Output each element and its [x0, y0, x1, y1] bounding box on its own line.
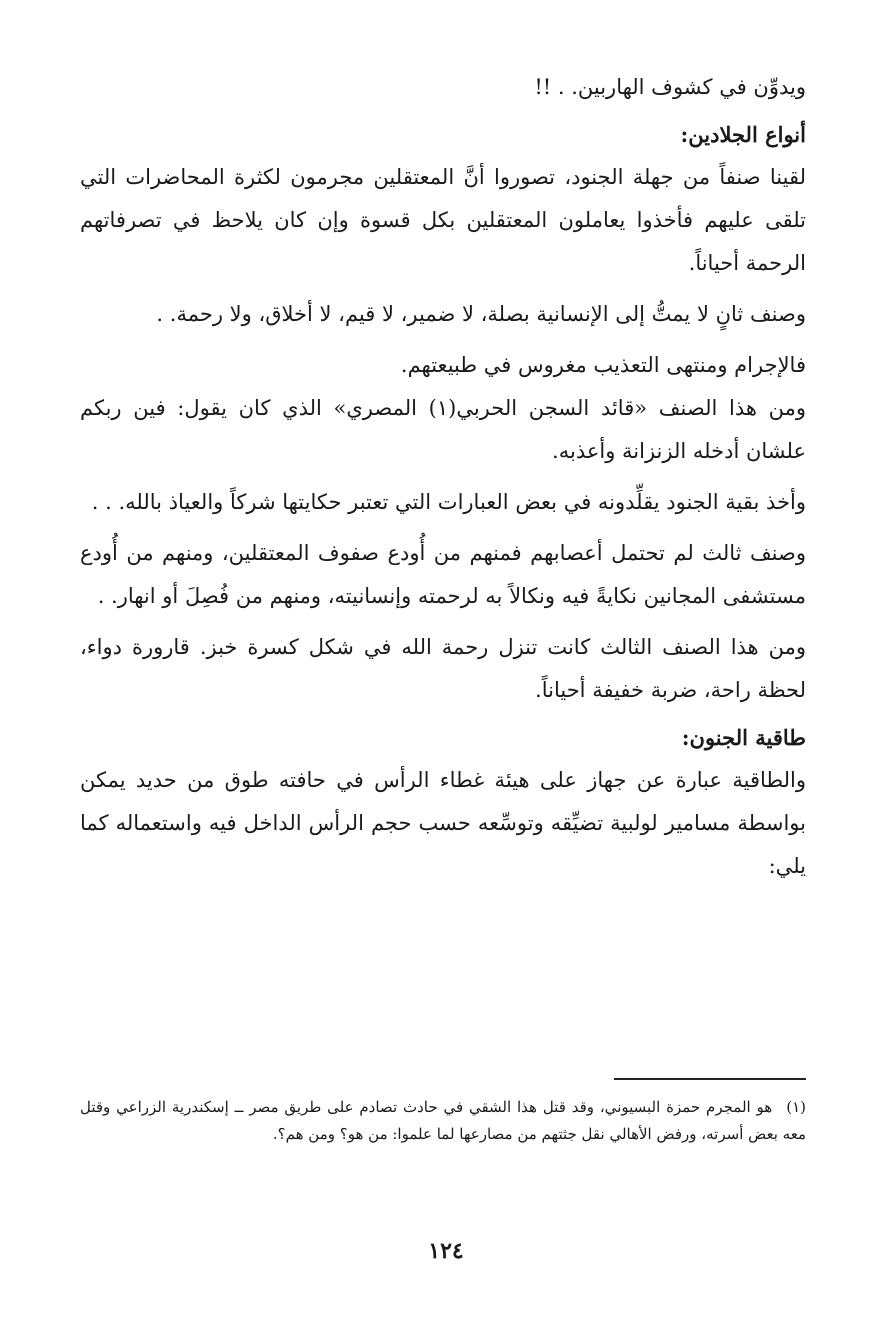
paragraph: والطاقية عبارة عن جهاز على هيئة غطاء الرأس في حافته طوق من حديد يمكن بواسطة مسامير لولبية تضيِّقه وتوسِّعه حسب حجم الرأس الداخل فيه واستعماله كما يلي: [80, 768, 806, 878]
footnote [80, 1094, 806, 1148]
paragraph: وصنف ثانٍ لا يمتُّ إلى الإنسانية بصلة، لا ضمير، لا قيم، لا أخلاق، ولا رحمة. . [156, 302, 806, 326]
paragraph: ومن هذا الصنف الثالث كانت تنزل رحمة الله في شكل كسرة خبز. قارورة دواء، لحظة راحة، ضربة خفيفة أحياناً. [80, 635, 807, 702]
footnote-text: هو المجرم حمزة البسيوني، وقد قتل هذا الشقي في حادث تصادم على طريق مصر ــ إسكندرية الزراعي وقتل معه بعض أسرته، ورفض الأهالي نقل جثتهم من مصارعها لما علموا: من هو؟ ومن هم؟. [80, 1098, 806, 1143]
paragraph: لقينا صنفاً من جهلة الجنود، تصوروا أنَّ المعتقلين مجرمون لكثرة المحاضرات التي تلقى عليهم فأخذوا يعاملون المعتقلين بكل قسوة وإن كان يلاحظ في تصرفاتهم الرحمة أحياناً. [80, 165, 806, 275]
paragraph: ويدوِّن في كشوف الهاربين. . !! [534, 75, 806, 99]
paragraph: وأخذ بقية الجنود يقلِّدونه في بعض العبارات التي تعتبر حكايتها شركاً والعياذ بالله. . . [91, 490, 806, 514]
section-heading: أنواع الجلادين: [680, 122, 806, 147]
footnote-number: (١) [786, 1098, 806, 1116]
paragraph: وصنف ثالث لم تحتمل أعصابهم فمنهم من أُودع صفوف المعتقلين، ومنهم من أُودع مستشفى المجانين نكايةً فيه ونكالاً به لرحمته وإنسانيته، ومنهم من فُصِلَ أو انهار. . [80, 541, 806, 608]
paragraph: فالإجرام ومنتهى التعذيب مغروس في طبيعتهم. [400, 353, 806, 377]
page-number: ١٢٤ [428, 1238, 464, 1264]
footnote-divider [614, 1078, 806, 1080]
footnote-area [80, 1078, 806, 1148]
paragraph: ومن هذا الصنف «قائد السجن الحربي(١) المصري» الذي كان يقول: فين ربكم علشان أدخله الزنزانة وأعذبه. [80, 396, 806, 463]
page-body [80, 66, 806, 888]
section-heading: طاقية الجنون: [681, 725, 806, 750]
